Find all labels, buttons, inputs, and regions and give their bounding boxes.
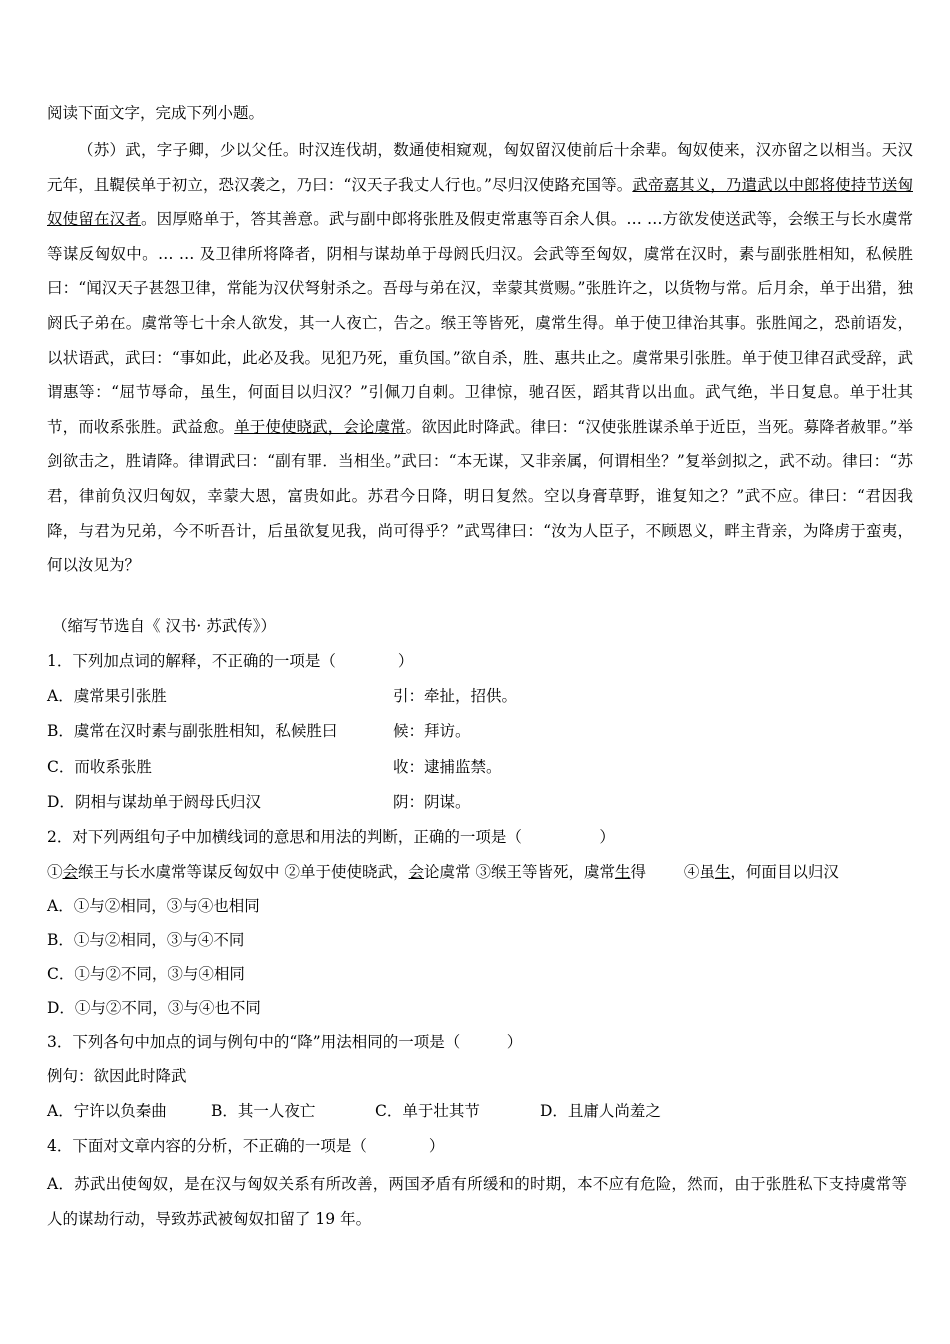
q2-s4-underlined: 生 xyxy=(714,863,731,881)
passage-part-2: 。因厚赂单于，答其善意。武与副中郎将张胜及假吏常惠等百余人俱。… …方欲发使送武等，会缑王与长水虞常等谋反匈奴中。… … 及卫律所将降者，阴相与谋劫单于母阏氏归汉。会武等至匈奴，虞常在汉时，素与副张胜相知，私候胜曰：“闻汉天子甚怨卫律，常能为汉伏弩射杀之。吾母与弟在汉，幸蒙其赏赐。”张胜许之，以货物与常。后月余，单于出猎，独阏氏子弟在。虞常等七十余人欲发，其一人夜亡，告之。缑王等皆死，虞常生得。单于使卫律治其事。张胜闻之，恐前语发，以状语武，武曰：“事如此，此必及我。见犯乃死，重负国。”欲自杀，胜、惠共止之。虞常果引张胜。单于使卫律召武受辞，武谓惠等：“屈节辱命，虽生，何面目以归汉？”引佩刀自刺。卫律惊，驰召医，蹈其背以出血。武气绝，半日复息。单于壮其节，而收系张胜。武益愈。 xyxy=(47,210,913,436)
q2-s2-suffix: 论虞常 xyxy=(424,863,471,881)
q4-option-a: A．苏武出使匈奴，是在汉与匈奴关系有所改善，两国矛盾有所缓和的时期，本不应有危险，然而，由于张胜私下支持虞常等人的谋劫行动，导致苏武被匈奴扣留了 19 年。 xyxy=(47,1175,907,1228)
passage-part-1: （苏）武，字子卿，少以父任。时汉连伐胡，数通使相窥观，匈奴留汉使前后十余辈。匈奴使来，汉亦留之以相当。天汉元年，且鞮侯单于初立，恐汉袭之，乃曰：“汉天子我丈人行也。”尽归汉使路充国等。 xyxy=(47,141,913,194)
q1-option-d-letter: D． xyxy=(47,793,75,811)
q1-option-c xyxy=(47,757,152,777)
q2-s4-prefix: ④虽 xyxy=(683,863,715,881)
q2-s4-suffix: ，何面目以归汉 xyxy=(730,863,839,881)
q2-sentence-2 xyxy=(284,863,470,881)
q1-option-d-gloss: 阴：阴谋。 xyxy=(393,793,471,811)
q1-option-c-letter: C． xyxy=(47,758,75,776)
q2-sentence-row xyxy=(47,862,839,882)
passage-part-3: 。欲因此时降武。律曰：“汉使张胜谋杀单于近臣，当死。募降者赦罪。”举剑欲击之，胜请降。律谓武曰：“副有罪．当相坐。”武曰：“本无谋，又非亲属，何谓相坐？”复举剑拟之，武不动。律曰：“苏君，律前负汉归匈奴，幸蒙大恩，富贵如此。苏君今日降，明日复然。空以身膏草野，谁复知之？”武不应。律曰：“君因我降，与君为兄弟，今不听吾计，后虽欲复见我，尚可得乎？”武骂律曰：“汝为人臣子，不顾恩义，畔主背亲，为降虏于蛮夷，何以汝见为？ xyxy=(47,417,913,575)
q1-option-d xyxy=(47,792,261,812)
q1-option-a-letter: A． xyxy=(47,687,74,705)
q4-stem: 4．下面对文章内容的分析，不正确的一项是（ ） xyxy=(47,1137,445,1155)
q1-option-b-letter: B． xyxy=(47,722,74,740)
reading-instruction: 阅读下面文字，完成下列小题。 xyxy=(47,104,265,122)
q2-option-b: B．①与②相同，③与④不同 xyxy=(47,931,245,949)
q2-s3-suffix: 得 xyxy=(630,863,647,881)
q3-options-row xyxy=(47,1101,661,1121)
q3-option-b: B．其一人夜亡 xyxy=(211,1102,316,1120)
q3-option-d: D．且庸人尚羞之 xyxy=(540,1102,661,1120)
classical-passage xyxy=(47,133,913,583)
q1-option-a-gloss: 引：牵扯，招供。 xyxy=(393,687,518,705)
q1-option-a-text: 虞常果引张胜 xyxy=(73,687,167,705)
q2-stem: 2．对下列两组句子中加横线词的意思和用法的判断，正确的一项是（ ） xyxy=(47,828,615,846)
q3-stem: 3．下列各句中加点的词与例句中的“降”用法相同的一项是（ ） xyxy=(47,1033,523,1051)
q2-s1-suffix: 缑王与长水虞常等谋反匈奴中 xyxy=(78,863,280,881)
q2-option-a: A．①与②相同，③与④也相同 xyxy=(47,897,260,915)
q1-stem: 1．下列加点词的解释，不正确的一项是（ ） xyxy=(47,652,414,670)
q2-s1-prefix: ① xyxy=(47,863,63,881)
q2-s1-underlined: 会 xyxy=(62,863,79,881)
q2-option-c: C．①与②不同，③与④相同 xyxy=(47,965,245,983)
q2-s2-underlined: 会 xyxy=(408,863,425,881)
q2-sentence-4 xyxy=(684,863,839,881)
underlined-sentence-1: 武帝嘉其义，乃遣武以中郎将使持节送匈奴使留在汉者 xyxy=(47,175,913,229)
q2-sentence-1 xyxy=(47,863,280,881)
q2-s3-underlined: 生 xyxy=(614,863,631,881)
passage-source: （缩写节选自《 汉书· 苏武传》） xyxy=(52,617,277,635)
q3-option-a: A．宁许以负秦曲 xyxy=(47,1102,167,1120)
q1-option-d-text: 阴相与谋劫单于阏母氏归汉 xyxy=(74,793,261,811)
q2-option-d: D．①与②不同，③与④也不同 xyxy=(47,999,261,1017)
q3-example: 例句：欲因此时降武 xyxy=(47,1067,187,1085)
q1-option-c-text: 而收系张胜 xyxy=(74,758,152,776)
q2-s2-prefix: ②单于使使晓武， xyxy=(284,863,409,881)
q1-option-b xyxy=(47,721,337,741)
q1-option-b-gloss: 候：拜访。 xyxy=(393,722,471,740)
q1-option-a xyxy=(47,686,167,706)
q2-sentence-3 xyxy=(475,863,646,881)
q2-s3-prefix: ③缑王等皆死，虞常 xyxy=(475,863,615,881)
q1-option-b-text: 虞常在汉时素与副张胜相知，私候胜曰 xyxy=(73,722,338,740)
q3-option-c: C．单于壮其节 xyxy=(375,1102,480,1120)
underlined-sentence-2: 单于使使晓武，会论虞常 xyxy=(234,417,406,436)
q1-option-c-gloss: 收：逮捕监禁。 xyxy=(393,758,502,776)
